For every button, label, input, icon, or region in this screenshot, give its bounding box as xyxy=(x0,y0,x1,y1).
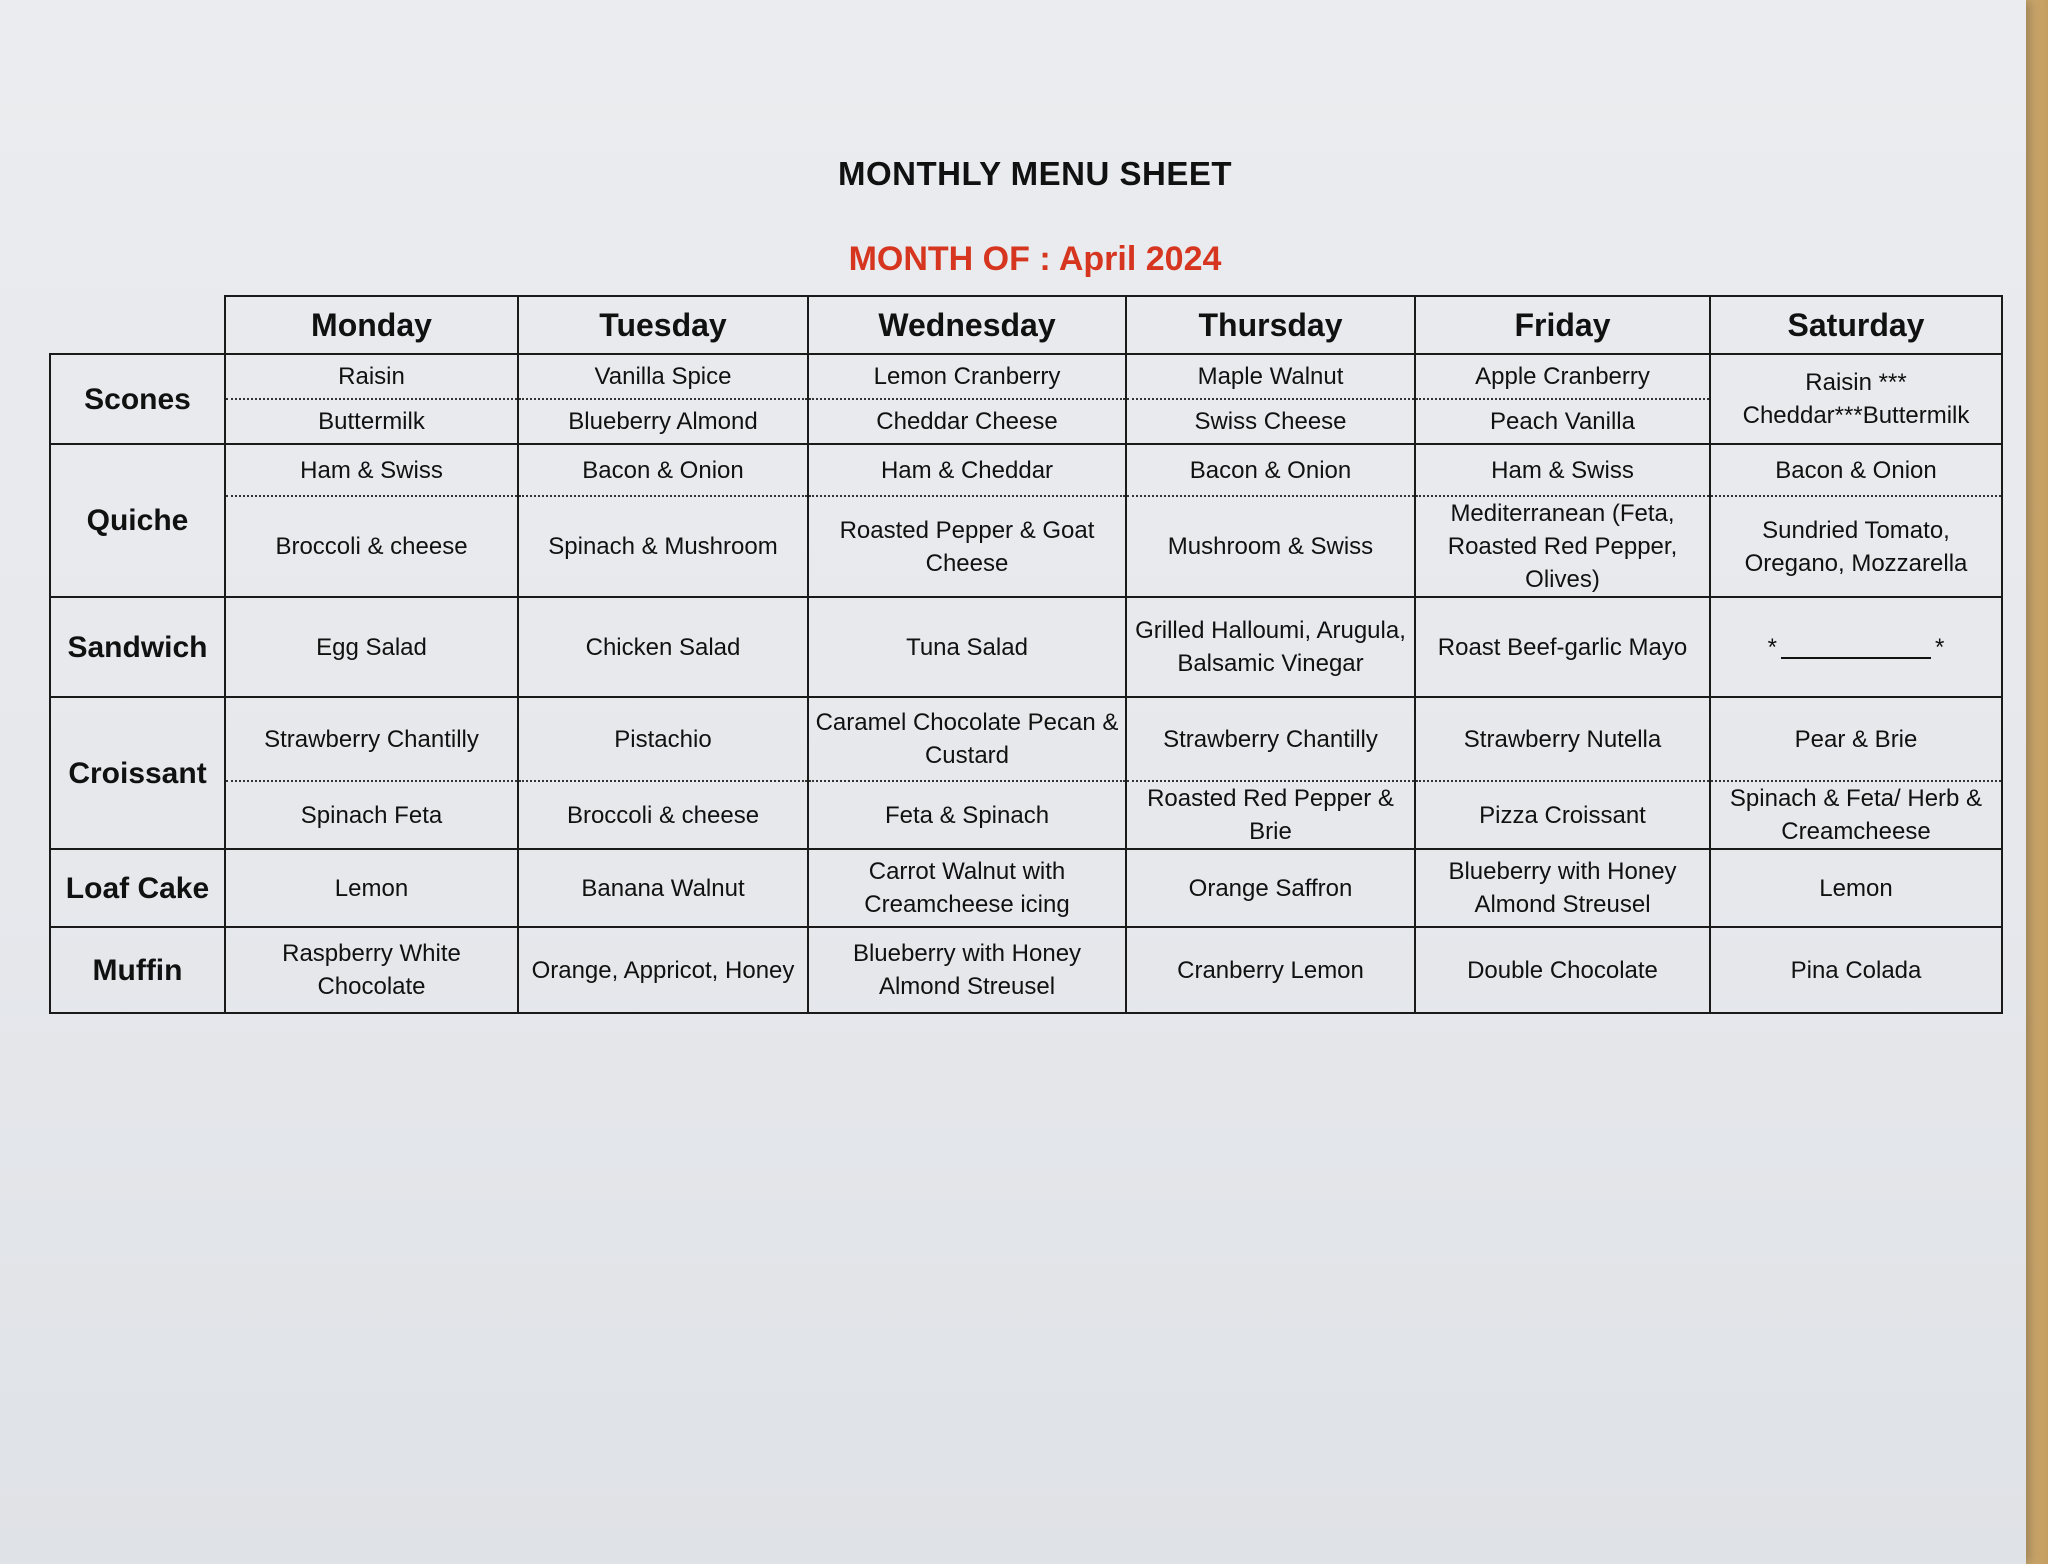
quiche-tuesday-1: Bacon & Onion xyxy=(518,444,808,496)
blank-marker-right: * xyxy=(1935,633,1945,661)
scones-monday-2: Buttermilk xyxy=(225,399,518,444)
croissant-monday-1: Strawberry Chantilly xyxy=(225,697,518,781)
croissant-thursday-1: Strawberry Chantilly xyxy=(1126,697,1415,781)
scones-tuesday-1: Vanilla Spice xyxy=(518,354,808,399)
day-header-saturday: Saturday xyxy=(1710,296,2002,354)
sandwich-tuesday: Chicken Salad xyxy=(518,597,808,697)
day-header-friday: Friday xyxy=(1415,296,1710,354)
quiche-tuesday-2: Spinach & Mushroom xyxy=(518,496,808,597)
sandwich-friday: Roast Beef-garlic Mayo xyxy=(1415,597,1710,697)
blank-line xyxy=(1781,637,1931,659)
loaf-cake-thursday: Orange Saffron xyxy=(1126,849,1415,927)
page-title: MONTHLY MENU SHEET xyxy=(837,155,1233,192)
category-croissant: Croissant xyxy=(50,697,225,849)
croissant-wednesday-1: Caramel Chocolate Pecan & Custard xyxy=(808,697,1126,781)
scones-row-2 xyxy=(50,399,2002,444)
category-loaf-cake: Loaf Cake xyxy=(50,849,225,927)
quiche-wednesday-2: Roasted Pepper & Goat Cheese xyxy=(808,496,1126,597)
muffin-tuesday: Orange, Appricot, Honey xyxy=(518,927,808,1013)
croissant-wednesday-2: Feta & Spinach xyxy=(808,781,1126,849)
muffin-friday: Double Chocolate xyxy=(1415,927,1710,1013)
category-sandwich: Sandwich xyxy=(50,597,225,697)
month-heading: MONTH OF : April 2024 xyxy=(848,240,1222,278)
corner-cell xyxy=(50,296,225,354)
scones-thursday-1: Maple Walnut xyxy=(1126,354,1415,399)
croissant-tuesday-1: Pistachio xyxy=(518,697,808,781)
croissant-saturday-2: Spinach & Feta/ Herb & Creamcheese xyxy=(1710,781,2002,849)
loaf-cake-monday: Lemon xyxy=(225,849,518,927)
scones-monday-1: Raisin xyxy=(225,354,518,399)
sandwich-row xyxy=(50,597,2002,697)
scones-friday-2: Peach Vanilla xyxy=(1415,399,1710,444)
menu-table xyxy=(49,295,2003,1014)
quiche-thursday-1: Bacon & Onion xyxy=(1126,444,1415,496)
scones-tuesday-2: Blueberry Almond xyxy=(518,399,808,444)
sandwich-wednesday: Tuna Salad xyxy=(808,597,1126,697)
loaf-cake-friday: Blueberry with Honey Almond Streusel xyxy=(1415,849,1710,927)
day-header-tuesday: Tuesday xyxy=(518,296,808,354)
category-quiche: Quiche xyxy=(50,444,225,597)
croissant-thursday-2: Roasted Red Pepper & Brie xyxy=(1126,781,1415,849)
muffin-monday: Raspberry White Chocolate xyxy=(225,927,518,1013)
blank-marker-left: * xyxy=(1767,633,1777,661)
croissant-row-1 xyxy=(50,697,2002,781)
scones-thursday-2: Swiss Cheese xyxy=(1126,399,1415,444)
quiche-saturday-1: Bacon & Onion xyxy=(1710,444,2002,496)
scones-saturday: Raisin *** Cheddar***Buttermilk xyxy=(1710,354,2002,444)
sandwich-monday: Egg Salad xyxy=(225,597,518,697)
croissant-monday-2: Spinach Feta xyxy=(225,781,518,849)
quiche-row-2 xyxy=(50,496,2002,597)
day-header-monday: Monday xyxy=(225,296,518,354)
croissant-saturday-1: Pear & Brie xyxy=(1710,697,2002,781)
scones-friday-1: Apple Cranberry xyxy=(1415,354,1710,399)
croissant-friday-1: Strawberry Nutella xyxy=(1415,697,1710,781)
quiche-monday-2: Broccoli & cheese xyxy=(225,496,518,597)
quiche-monday-1: Ham & Swiss xyxy=(225,444,518,496)
quiche-friday-2: Mediterranean (Feta, Roasted Red Pepper, Olives) xyxy=(1415,496,1710,597)
day-header-thursday: Thursday xyxy=(1126,296,1415,354)
day-header-wednesday: Wednesday xyxy=(808,296,1126,354)
muffin-thursday: Cranberry Lemon xyxy=(1126,927,1415,1013)
scones-wednesday-2: Cheddar Cheese xyxy=(808,399,1126,444)
croissant-friday-2: Pizza Croissant xyxy=(1415,781,1710,849)
quiche-row-1 xyxy=(50,444,2002,496)
muffin-wednesday: Blueberry with Honey Almond Streusel xyxy=(808,927,1126,1013)
croissant-tuesday-2: Broccoli & cheese xyxy=(518,781,808,849)
loaf-cake-row xyxy=(50,849,2002,927)
croissant-row-2 xyxy=(50,781,2002,849)
loaf-cake-saturday: Lemon xyxy=(1710,849,2002,927)
sandwich-saturday xyxy=(1710,597,2002,697)
loaf-cake-tuesday: Banana Walnut xyxy=(518,849,808,927)
scones-row-1 xyxy=(50,354,2002,399)
quiche-friday-1: Ham & Swiss xyxy=(1415,444,1710,496)
sandwich-thursday: Grilled Halloumi, Arugula, Balsamic Vinegar xyxy=(1126,597,1415,697)
scones-wednesday-1: Lemon Cranberry xyxy=(808,354,1126,399)
quiche-wednesday-1: Ham & Cheddar xyxy=(808,444,1126,496)
category-scones: Scones xyxy=(50,354,225,444)
header-row xyxy=(50,296,2002,354)
loaf-cake-wednesday: Carrot Walnut with Creamcheese icing xyxy=(808,849,1126,927)
category-muffin: Muffin xyxy=(50,927,225,1013)
quiche-saturday-2: Sundried Tomato, Oregano, Mozzarella xyxy=(1710,496,2002,597)
quiche-thursday-2: Mushroom & Swiss xyxy=(1126,496,1415,597)
muffin-saturday: Pina Colada xyxy=(1710,927,2002,1013)
muffin-row xyxy=(50,927,2002,1013)
